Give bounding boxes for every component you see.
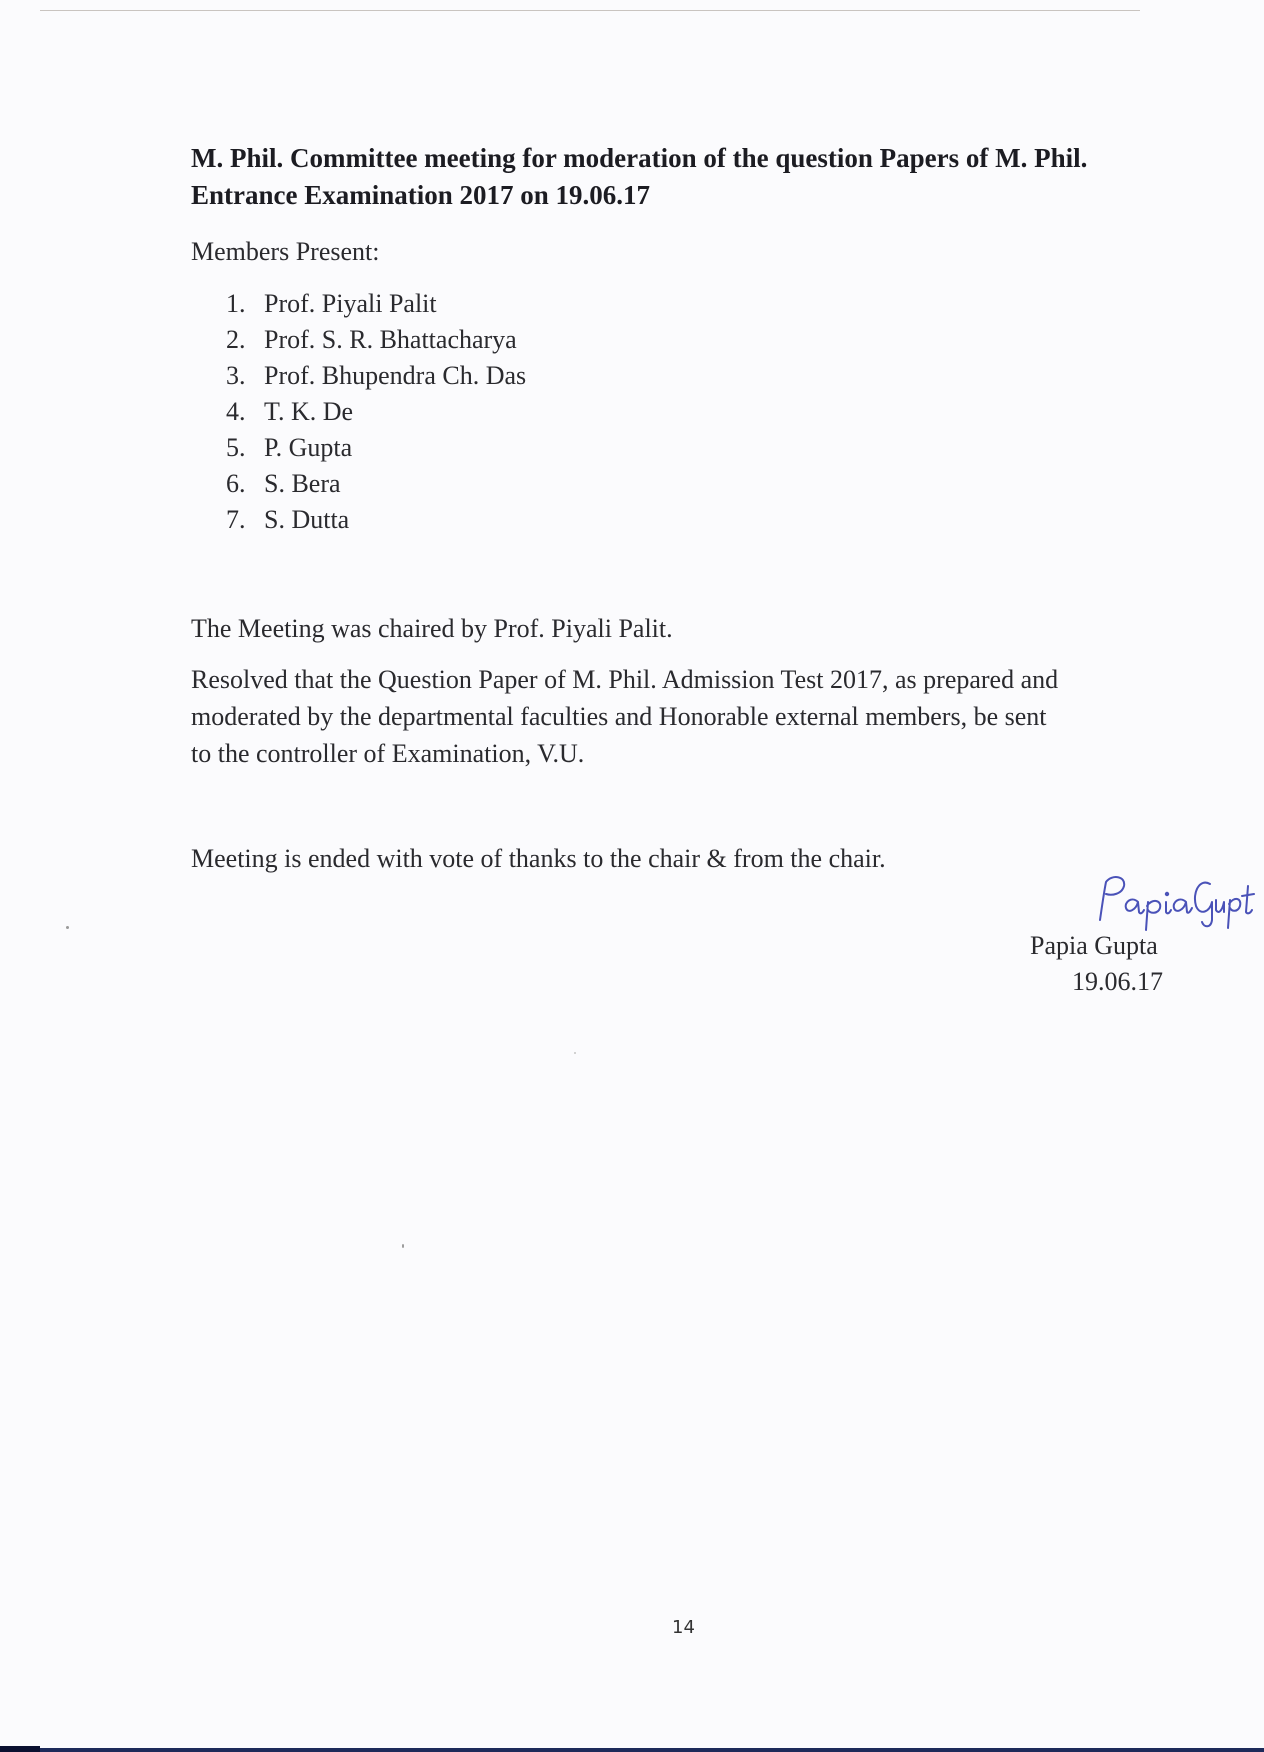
list-item	[226, 394, 526, 430]
resolution-line-3: to the controller of Examination, V.U.	[191, 739, 585, 768]
scan-speck	[402, 1244, 404, 1248]
list-item	[226, 322, 526, 358]
list-item-name: T. K. De	[264, 397, 354, 426]
members-present-label: Members Present:	[191, 237, 380, 266]
scan-speck	[574, 1052, 576, 1054]
list-item-number: 5.	[226, 433, 246, 462]
heading-line-2: Entrance Examination 2017 on 19.06.17	[191, 180, 651, 210]
chaired-paragraph: The Meeting was chaired by Prof. Piyali Palit.	[191, 614, 673, 643]
list-item-name: P. Gupta	[264, 433, 353, 462]
list-item-name: Prof. Bhupendra Ch. Das	[264, 361, 527, 390]
members-list	[226, 286, 526, 538]
closing-paragraph: Meeting is ended with vote of thanks to the chair & from the chair.	[191, 844, 886, 873]
bottom-scan-corner	[0, 1746, 40, 1752]
top-scan-rule	[40, 10, 1140, 11]
resolution-line-2: moderated by the departmental faculties and Honorable external members, be sent	[191, 702, 1047, 731]
list-item	[226, 502, 526, 538]
signatory-name: Papia Gupta	[1030, 931, 1158, 960]
document-heading-block	[191, 140, 1191, 214]
document-heading	[191, 140, 1191, 214]
list-item-name: S. Bera	[264, 469, 341, 498]
list-item-number: 1.	[226, 289, 246, 318]
list-item-name: Prof. Piyali Palit	[264, 289, 437, 318]
scan-speck	[66, 926, 69, 929]
list-item-number: 4.	[226, 397, 246, 426]
list-item-number: 3.	[226, 361, 246, 390]
resolution-line-1: Resolved that the Question Paper of M. Phil. Admission Test 2017, as prepared and	[191, 665, 1059, 694]
list-item	[226, 430, 526, 466]
page-number: 14	[672, 1617, 695, 1638]
heading-line-1: M. Phil. Committee meeting for moderation of the question Papers of M. Phil.	[191, 143, 1088, 173]
list-item-number: 2.	[226, 325, 246, 354]
list-item	[226, 466, 526, 502]
list-item-name: S. Dutta	[264, 505, 350, 534]
bottom-scan-edge	[0, 1748, 1264, 1752]
list-item-number: 6.	[226, 469, 246, 498]
list-item-name: Prof. S. R. Bhattacharya	[264, 325, 517, 354]
list-item	[226, 286, 526, 322]
handwritten-signature	[1092, 862, 1264, 934]
list-item	[226, 358, 526, 394]
resolution-paragraph	[191, 661, 1191, 772]
signatory-date: 19.06.17	[1072, 967, 1163, 996]
list-item-number: 7.	[226, 505, 246, 534]
